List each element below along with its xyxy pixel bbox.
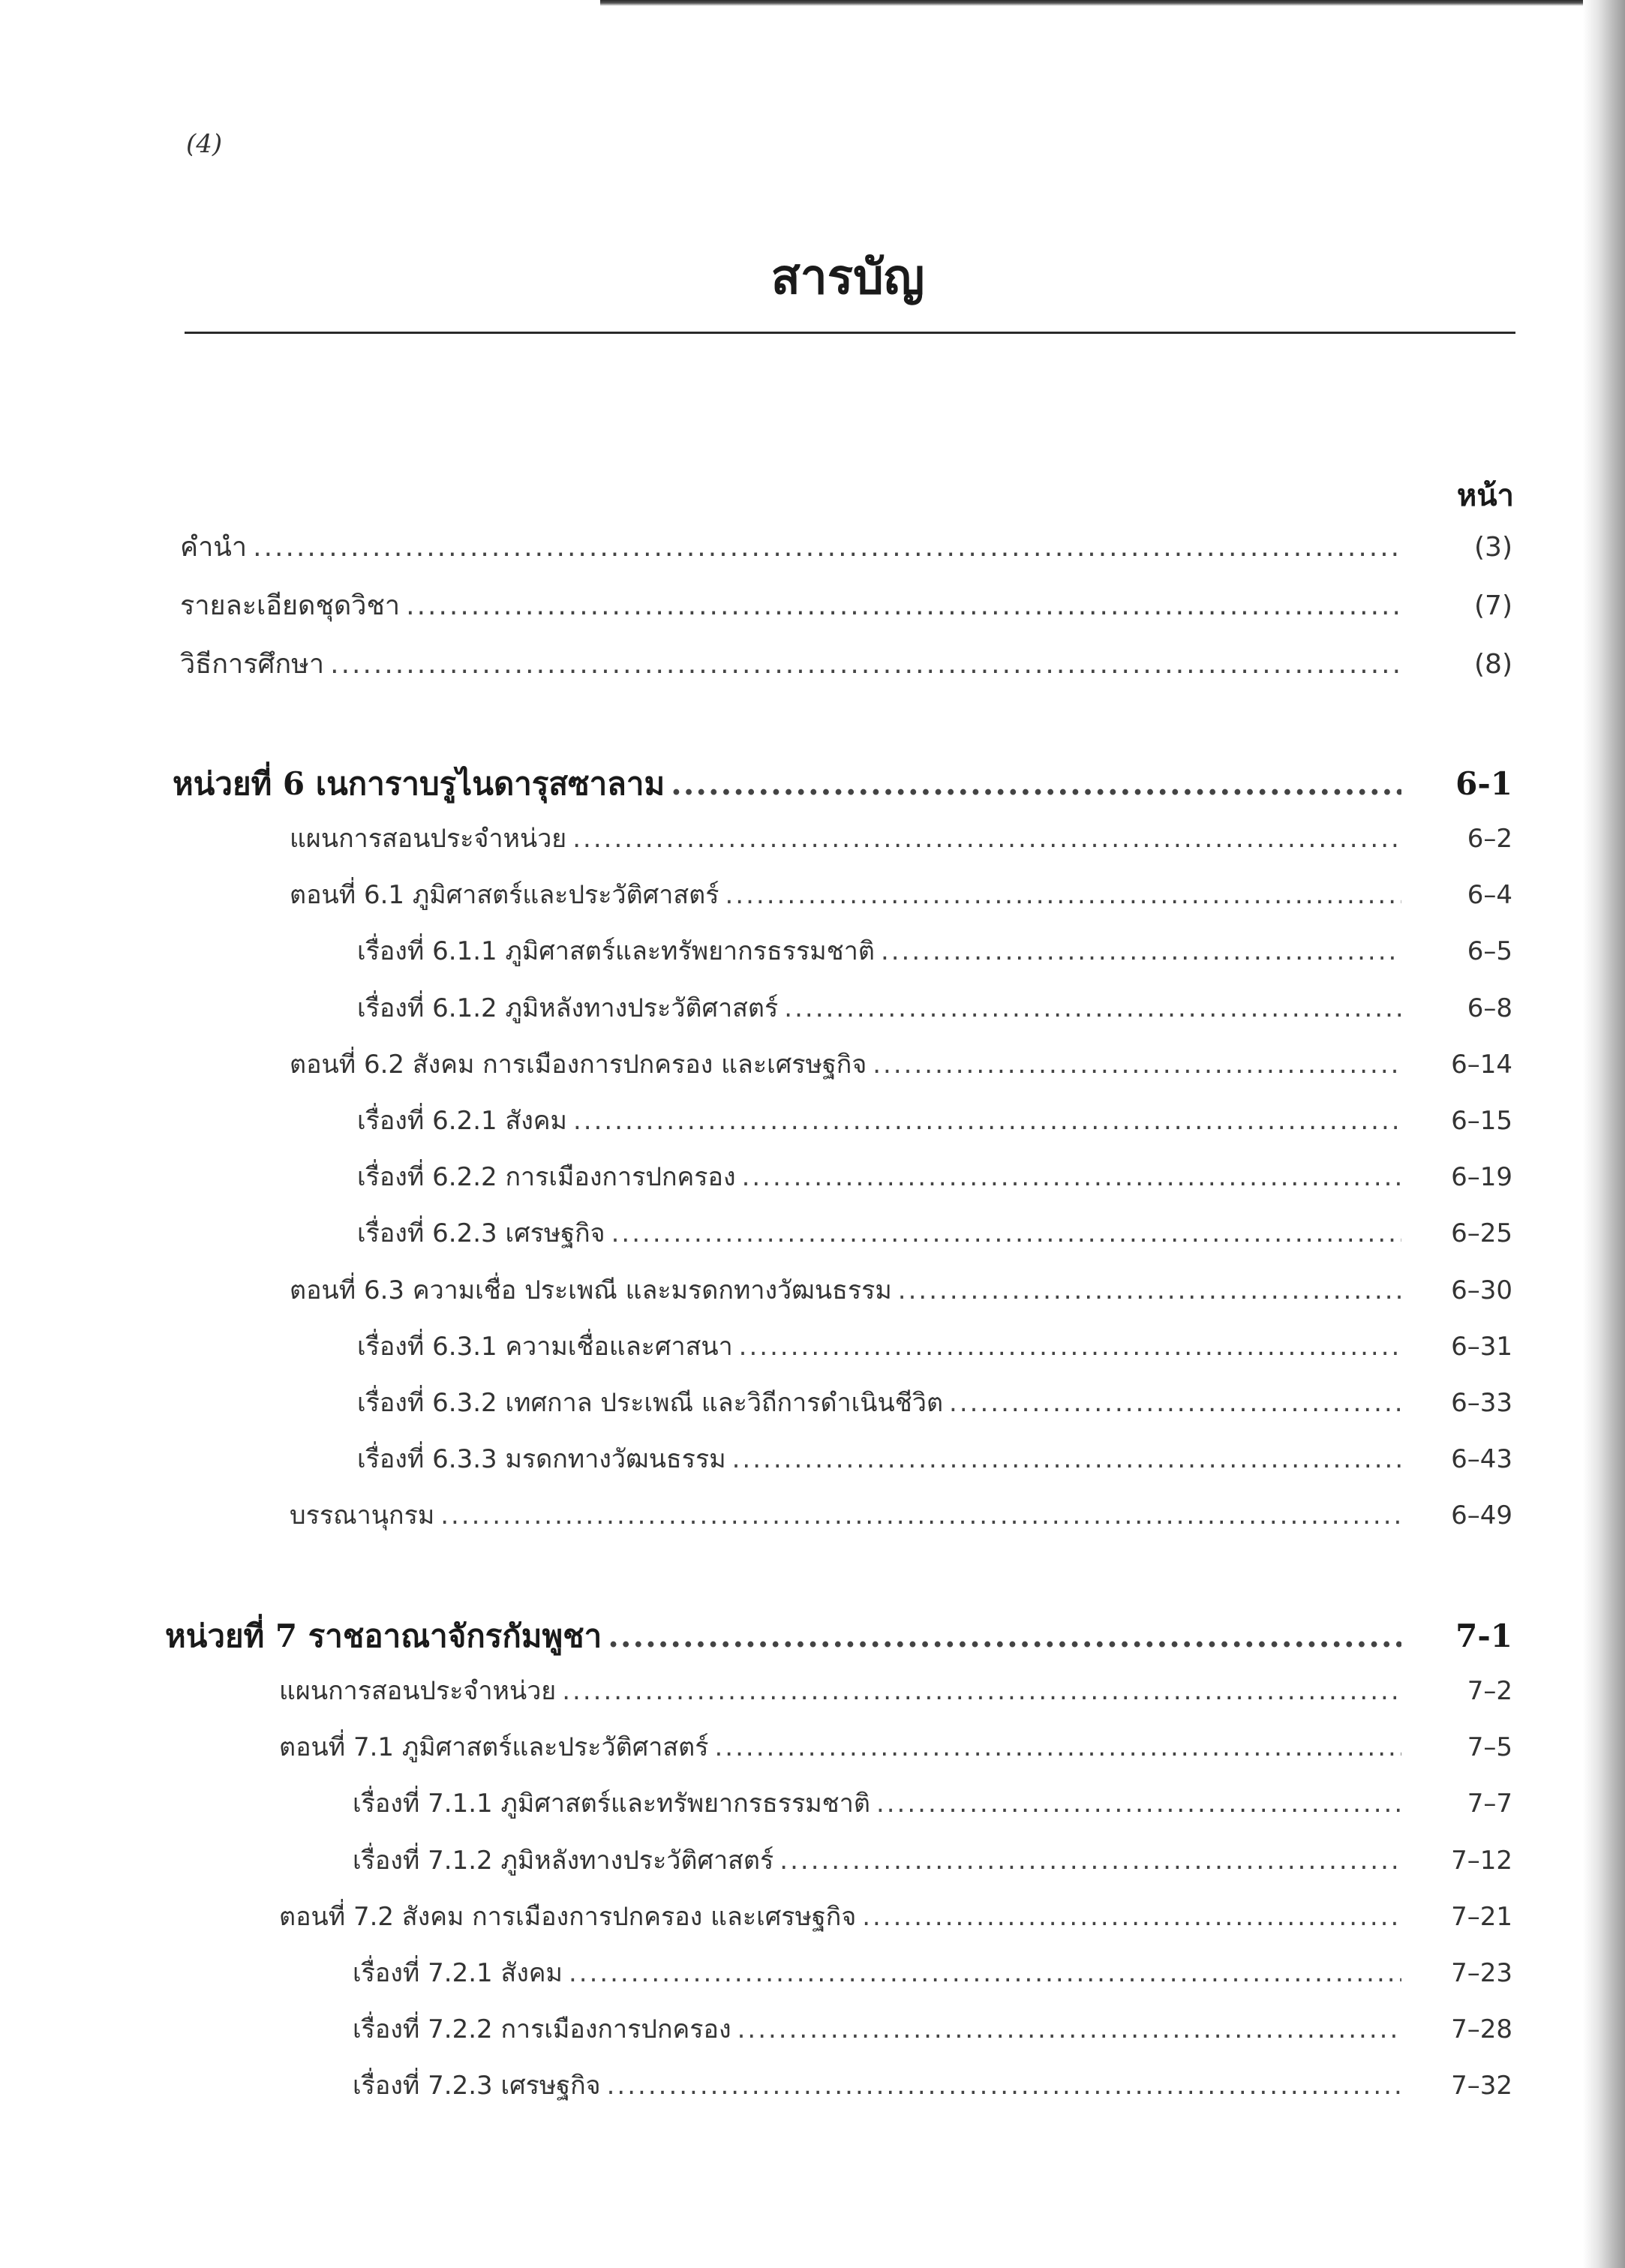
toc-entry-label: วิธีการศึกษา (180, 649, 325, 680)
toc-entry-page: 6–33 (1451, 1388, 1512, 1418)
toc-leader-dots (779, 1846, 1401, 1876)
toc-leader-dots (737, 2014, 1401, 2044)
toc-entry-page: 6–49 (1451, 1500, 1512, 1531)
page-title: สารบัญ (770, 249, 925, 305)
toc-entry-label: เรื่องที่ 6.1.1 ภูมิศาสตร์และทรัพยากรธรรมชาติ (357, 936, 875, 966)
toc-entry-label: เรื่องที่ 7.2.3 เศรษฐกิจ (353, 2071, 601, 2101)
toc-leader-dots (784, 993, 1401, 1023)
toc-entry-page: 7–5 (1467, 1732, 1512, 1762)
toc-leader-dots (440, 1500, 1401, 1531)
toc-section-entry (290, 818, 1512, 863)
toc-entry-label: แผนการสอนประจำหน่วย (279, 1676, 557, 1706)
toc-entry-label: เรื่องที่ 7.2.2 การเมืองการปกครอง (353, 2014, 731, 2044)
toc-entry-page: 6–5 (1467, 936, 1512, 966)
toc-leader-dots (739, 1332, 1401, 1362)
toc-leader-dots (876, 1789, 1401, 1819)
toc-leader-dots (898, 1275, 1401, 1305)
toc-leader-dots (330, 649, 1401, 680)
toc-leader-dots (607, 2071, 1401, 2101)
toc-entry-label: เรื่องที่ 7.2.1 สังคม (353, 1958, 563, 1988)
toc-leader-dots (881, 936, 1401, 966)
toc-entry-page: 6–19 (1451, 1162, 1512, 1192)
toc-entry-label: เรื่องที่ 7.1.1 ภูมิศาสตร์และทรัพยากรธรรมชาติ (353, 1789, 870, 1819)
toc-leader-dots (725, 880, 1402, 910)
toc-entry-label: เรื่องที่ 6.2.1 สังคม (357, 1106, 567, 1136)
toc-entry-page: 6–31 (1451, 1332, 1512, 1362)
toc-subsection-entry (353, 1783, 1512, 1828)
toc-section-entry (290, 1269, 1512, 1314)
toc-section-entry (290, 1044, 1512, 1089)
toc-front-entry (180, 584, 1512, 629)
toc-entry-page: 6–8 (1467, 993, 1512, 1023)
toc-entry-page: 6–15 (1451, 1106, 1512, 1136)
toc-entry-label: รายละเอียดชุดวิชา (180, 590, 401, 621)
toc-front-entry (180, 525, 1512, 570)
toc-entry-label: ตอนที่ 6.3 ความเชื่อ ประเพณี และมรดกทางวัฒนธรรม (290, 1275, 892, 1305)
toc-subsection-entry (353, 2065, 1512, 2110)
toc-entry-label: เรื่องที่ 6.2.3 เศรษฐกิจ (357, 1218, 605, 1248)
toc-entry-label: ตอนที่ 6.2 สังคม การเมืองการปกครอง และเศรษฐกิจ (290, 1050, 867, 1080)
toc-leader-dots (949, 1388, 1401, 1418)
toc-leader-dots (742, 1162, 1401, 1192)
toc-subsection-entry (353, 1952, 1512, 1997)
toc-entry-page: 7–23 (1451, 1958, 1512, 1988)
page-right-edge-shadow (1583, 0, 1625, 2268)
toc-entry-label: บรรณานุกรม (290, 1500, 435, 1531)
toc-subsection-entry (357, 1100, 1512, 1145)
toc-entry-page: 7–7 (1467, 1789, 1512, 1819)
toc-entry-label: ตอนที่ 7.1 ภูมิศาสตร์และประวัติศาสตร์ (279, 1732, 709, 1762)
toc-leader-dots (573, 1106, 1401, 1136)
toc-leader-dots (715, 1732, 1402, 1762)
toc-entry-page: 6–30 (1451, 1275, 1512, 1305)
toc-front-entry (180, 642, 1512, 687)
toc-entry-label: เรื่องที่ 6.3.1 ความเชื่อและศาสนา (357, 1332, 733, 1362)
toc-entry-label: คำนำ (180, 532, 248, 563)
toc-entry-page: 6–14 (1451, 1050, 1512, 1080)
toc-entry-page: 6–43 (1451, 1444, 1512, 1474)
toc-entry-label: เรื่องที่ 6.2.2 การเมืองการปกครอง (357, 1162, 736, 1192)
toc-entry-page: 7–32 (1451, 2071, 1512, 2101)
toc-section-entry (279, 1670, 1512, 1715)
toc-entry-label: เรื่องที่ 7.1.2 ภูมิหลังทางประวัติศาสตร์ (353, 1846, 774, 1876)
toc-entry-page: (8) (1474, 649, 1512, 680)
toc-entry-label: เรื่องที่ 6.3.2 เทศกาล ประเพณี และวิถีการดำเนินชีวิต (357, 1388, 944, 1418)
toc-leader-dots (572, 824, 1401, 854)
toc-entry-label: ตอนที่ 7.2 สังคม การเมืองการปกครอง และเศรษฐกิจ (279, 1902, 857, 1932)
toc-leader-dots (862, 1902, 1401, 1932)
toc-entry-page: 7–28 (1451, 2014, 1512, 2044)
toc-entry-label: เรื่องที่ 6.3.3 มรดกทางวัฒนธรรม (357, 1444, 726, 1474)
toc-entry-page: 6–4 (1467, 880, 1512, 910)
toc-leader-dots (732, 1444, 1401, 1474)
toc-subsection-entry (357, 1382, 1512, 1427)
toc-entry-page: 6–2 (1467, 824, 1512, 854)
page-number: (4) (186, 129, 223, 159)
toc-leader-dots (608, 1618, 1401, 1654)
toc-unit-heading (173, 759, 1512, 804)
toc-entry-page: 7–2 (1467, 1676, 1512, 1706)
page-column-header: หน้า (1456, 478, 1514, 513)
toc-section-entry (290, 1494, 1512, 1540)
toc-leader-dots (569, 1958, 1401, 1988)
toc-entry-page: (3) (1474, 532, 1512, 563)
toc-entry-page: (7) (1474, 590, 1512, 621)
toc-leader-dots (562, 1676, 1401, 1706)
toc-leader-dots (873, 1050, 1401, 1080)
toc-subsection-entry (357, 1326, 1512, 1371)
toc-entry-label: เรื่องที่ 6.1.2 ภูมิหลังทางประวัติศาสตร์ (357, 993, 779, 1023)
toc-leader-dots (253, 532, 1401, 563)
toc-leader-dots (671, 765, 1401, 802)
toc-entry-page: 7–12 (1451, 1846, 1512, 1876)
toc-entry-page: 6-1 (1455, 765, 1512, 802)
toc-entry-label: แผนการสอนประจำหน่วย (290, 824, 567, 854)
toc-entry-label: หน่วยที่ 7 ราชอาณาจักรกัมพูชา (165, 1618, 602, 1654)
toc-section-entry (290, 874, 1512, 919)
toc-subsection-entry (357, 1212, 1512, 1257)
toc-unit-heading (165, 1612, 1512, 1657)
toc-subsection-entry (357, 930, 1512, 975)
toc-section-entry (279, 1896, 1512, 1941)
title-divider (185, 332, 1515, 334)
toc-section-entry (279, 1726, 1512, 1771)
page-top-edge-shadow (600, 0, 1625, 6)
toc-subsection-entry (357, 987, 1512, 1032)
toc-entry-page: 7-1 (1455, 1618, 1512, 1654)
toc-entry-page: 6–25 (1451, 1218, 1512, 1248)
toc-subsection-entry (353, 2008, 1512, 2053)
toc-leader-dots (406, 590, 1401, 621)
toc-subsection-entry (357, 1156, 1512, 1201)
toc-entry-label: ตอนที่ 6.1 ภูมิศาสตร์และประวัติศาสตร์ (290, 880, 719, 910)
toc-entry-page: 7–21 (1451, 1902, 1512, 1932)
toc-leader-dots (611, 1218, 1401, 1248)
toc-entry-label: หน่วยที่ 6 เนการาบรูไนดารุสซาลาม (173, 765, 665, 802)
toc-subsection-entry (357, 1438, 1512, 1483)
toc-subsection-entry (353, 1840, 1512, 1885)
